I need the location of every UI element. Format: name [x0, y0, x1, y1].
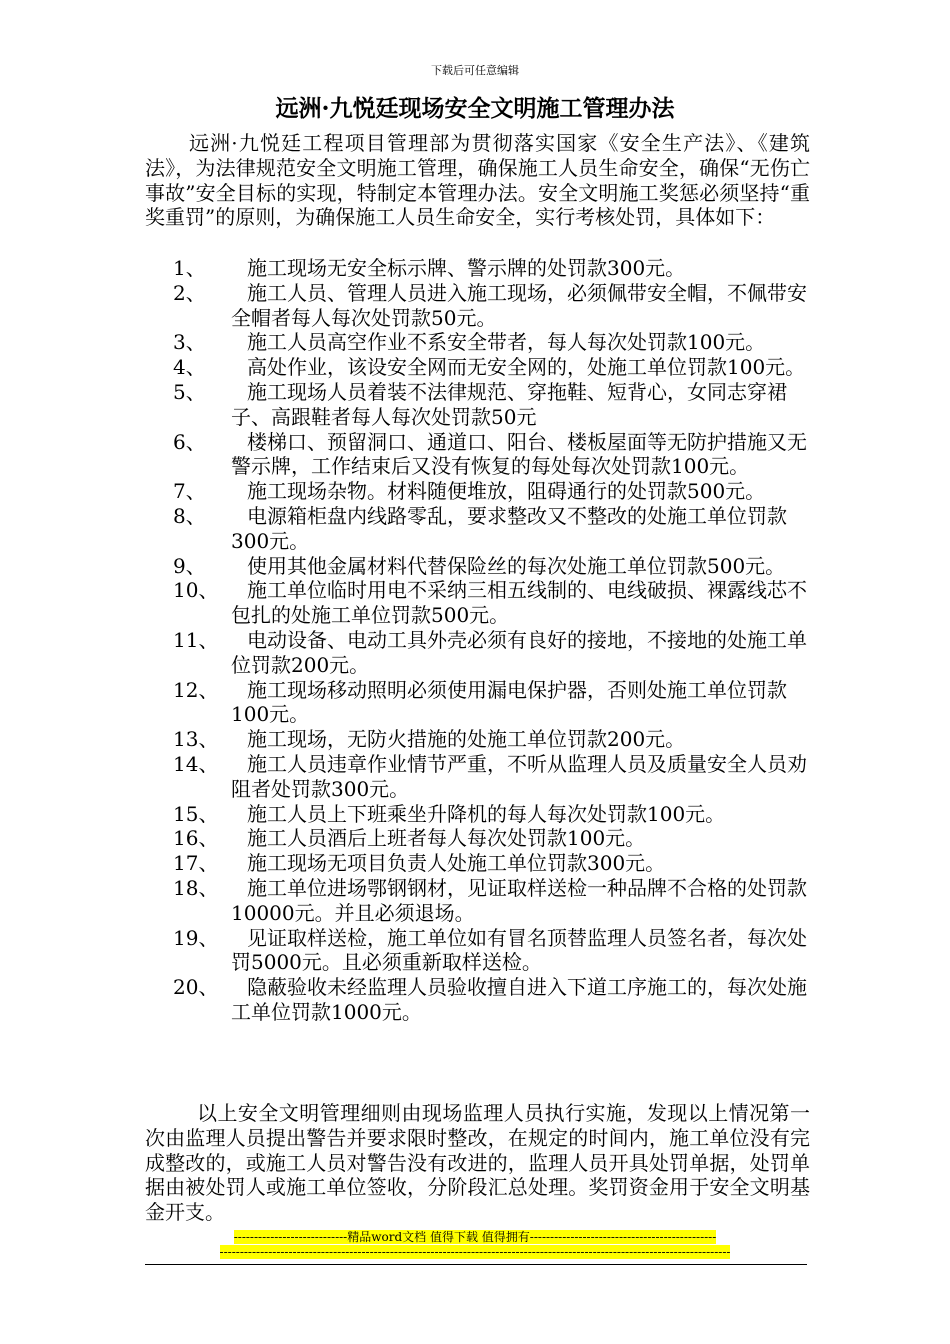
rule-text	[231, 430, 810, 480]
closing-paragraph: 以上安全文明管理细则由现场监理人员执行实施，发现以上情况第一次由监理人员提出警告并要求限时整改，在规定的时间内，施工单位没有完成整改的，或施工人员对警告没有改进的，监理人员开具处罚单据，处罚单据由被处罚人或施工单位签收，分阶段汇总处理。奖罚资金用于安全文明基金开支。	[145, 1101, 810, 1225]
rule-item	[145, 678, 810, 728]
rule-item	[145, 479, 810, 504]
rule-text-content: 施工人员、管理人员进入施工现场，必须佩带安全帽，不佩带安全帽者每人每次处罚款50元。	[231, 280, 807, 330]
document-title: 远洲·九悦廷现场安全文明施工管理办法	[275, 95, 675, 122]
rule-item	[145, 926, 810, 976]
rule-number: 11、	[173, 627, 219, 652]
rule-item	[145, 752, 810, 802]
rule-number: 1、	[173, 256, 206, 280]
rule-text-content: 施工单位临时用电不采纳三相五线制的、电线破损、裸露线芯不包扎的处施工单位罚款500元。	[231, 578, 807, 628]
rule-text	[231, 281, 810, 331]
rule-number: 13、	[173, 727, 219, 752]
rule-item	[145, 554, 810, 579]
rule-text	[231, 678, 810, 728]
rules-list	[145, 256, 810, 1025]
rule-item	[145, 355, 810, 380]
rule-number: 3、	[173, 330, 206, 355]
rule-item	[145, 281, 810, 331]
rule-text-content: 施工现场无项目负责人处施工单位罚款300元。	[247, 851, 666, 876]
rule-text-content: 电动设备、电动工具外壳必须有良好的接地，不接地的处施工单位罚款200元。	[231, 627, 807, 677]
rule-number: 5、	[173, 379, 206, 404]
rule-text-content: 施工人员酒后上班者每人每次处罚款100元。	[247, 826, 646, 851]
rule-text-content: 施工现场杂物。材料随便堆放，阻碍通行的处罚款500元。	[247, 479, 766, 504]
rule-item	[145, 826, 810, 851]
rule-number: 16、	[173, 826, 219, 851]
footer-rule	[145, 1264, 807, 1265]
rule-item	[145, 504, 810, 554]
rule-text-content: 施工人员上下班乘坐升降机的每人每次处罚款100元。	[247, 801, 726, 826]
rule-number: 6、	[173, 429, 206, 454]
rule-number: 20、	[173, 975, 219, 1000]
rule-text	[231, 380, 810, 430]
rule-text-content: 施工单位进场鄂钢钢材，见证取样送检一种品牌不合格的处罚款10000元。并且必须退场。	[231, 875, 807, 925]
rule-item	[145, 727, 810, 752]
rule-item	[145, 256, 810, 281]
rule-item	[145, 330, 810, 355]
rule-text	[231, 554, 810, 579]
rule-item	[145, 628, 810, 678]
rule-number: 2、	[173, 280, 206, 305]
rule-text-content: 施工人员高空作业不系安全带者，每人每次处罚款100元。	[247, 330, 766, 355]
footer-ad-dashes-text: ------------------------------------------------------------------------------------------------------------------------------	[219, 1245, 731, 1259]
rule-text	[231, 826, 810, 851]
rule-text-content: 施工现场无安全标示牌、警示牌的处罚款300元。	[247, 256, 686, 280]
footer-ad-line	[0, 1230, 950, 1245]
rule-text	[231, 851, 810, 876]
rule-number: 12、	[173, 677, 219, 702]
rule-text	[231, 802, 810, 827]
rule-item	[145, 578, 810, 628]
rule-number: 7、	[173, 479, 206, 504]
rule-text	[231, 727, 810, 752]
rule-text-content: 施工现场人员着装不法律规范、穿拖鞋、短背心，女同志穿裙子、高跟鞋者每人每次处罚款50元	[231, 379, 787, 429]
rule-text	[231, 752, 810, 802]
rule-text	[231, 330, 810, 355]
rule-text	[231, 256, 810, 281]
rule-text	[231, 926, 810, 976]
footer-ad-dashes	[0, 1245, 950, 1260]
rule-item	[145, 851, 810, 876]
rule-number: 8、	[173, 503, 206, 528]
rule-text-content: 使用其他金属材料代替保险丝的每次处施工单位罚款500元。	[247, 553, 786, 578]
rule-number: 18、	[173, 875, 219, 900]
rule-item	[145, 380, 810, 430]
rule-text	[231, 876, 810, 926]
rule-item	[145, 802, 810, 827]
rule-number: 10、	[173, 578, 219, 603]
rule-item	[145, 430, 810, 480]
header-note: 下载后可任意编辑	[431, 64, 519, 77]
rule-text-content: 电源箱柜盘内线路零乱，要求整改又不整改的处施工单位罚款300元。	[231, 503, 787, 553]
rule-text-content: 施工人员违章作业情节严重，不听从监理人员及质量安全人员劝阻者处罚款300元。	[231, 751, 807, 801]
rule-number: 14、	[173, 751, 219, 776]
rule-text-content: 隐蔽验收未经监理人员验收擅自进入下道工序施工的，每次处施工单位罚款1000元。	[231, 975, 807, 1024]
rule-number: 15、	[173, 801, 219, 826]
rule-number: 17、	[173, 851, 219, 876]
rule-item	[145, 975, 810, 1025]
rule-text-content: 施工现场，无防火措施的处施工单位罚款200元。	[247, 727, 686, 752]
rule-text	[231, 578, 810, 628]
rule-text	[231, 628, 810, 678]
rule-text-content: 楼梯口、预留洞口、通道口、阳台、楼板屋面等无防护措施又无警示牌，工作结束后又没有恢复的每处每次处罚款100元。	[231, 429, 807, 479]
rule-number: 19、	[173, 925, 219, 950]
rule-text	[231, 355, 810, 380]
footer-ad-text: ----------------------------精品word文档 值得下载 值得拥有----------------------------------------------	[233, 1230, 717, 1244]
rule-text	[231, 479, 810, 504]
rule-text-content: 高处作业，该设安全网而无安全网的，处施工单位罚款100元。	[247, 355, 806, 380]
rule-number: 9、	[173, 553, 206, 578]
rule-item	[145, 876, 810, 926]
rule-text	[231, 975, 810, 1025]
rule-text-content: 见证取样送检，施工单位如有冒名顶替监理人员签名者，每次处罚5000元。且必须重新取样送检。	[231, 925, 807, 975]
rule-text	[231, 504, 810, 554]
rule-number: 4、	[173, 355, 206, 380]
intro-paragraph: 远洲·九悦廷工程项目管理部为贯彻落实国家《安全生产法》、《建筑法》，为法律规范安全文明施工管理，确保施工人员生命安全，确保“无伤亡事故”安全目标的实现，特制定本管理办法。安全文明施工奖惩必须坚持“重奖重罚”的原则，为确保施工人员生命安全，实行考核处罚，具体如下：	[145, 131, 810, 230]
rule-text-content: 施工现场移动照明必须使用漏电保护器，否则处施工单位罚款100元。	[231, 677, 787, 727]
